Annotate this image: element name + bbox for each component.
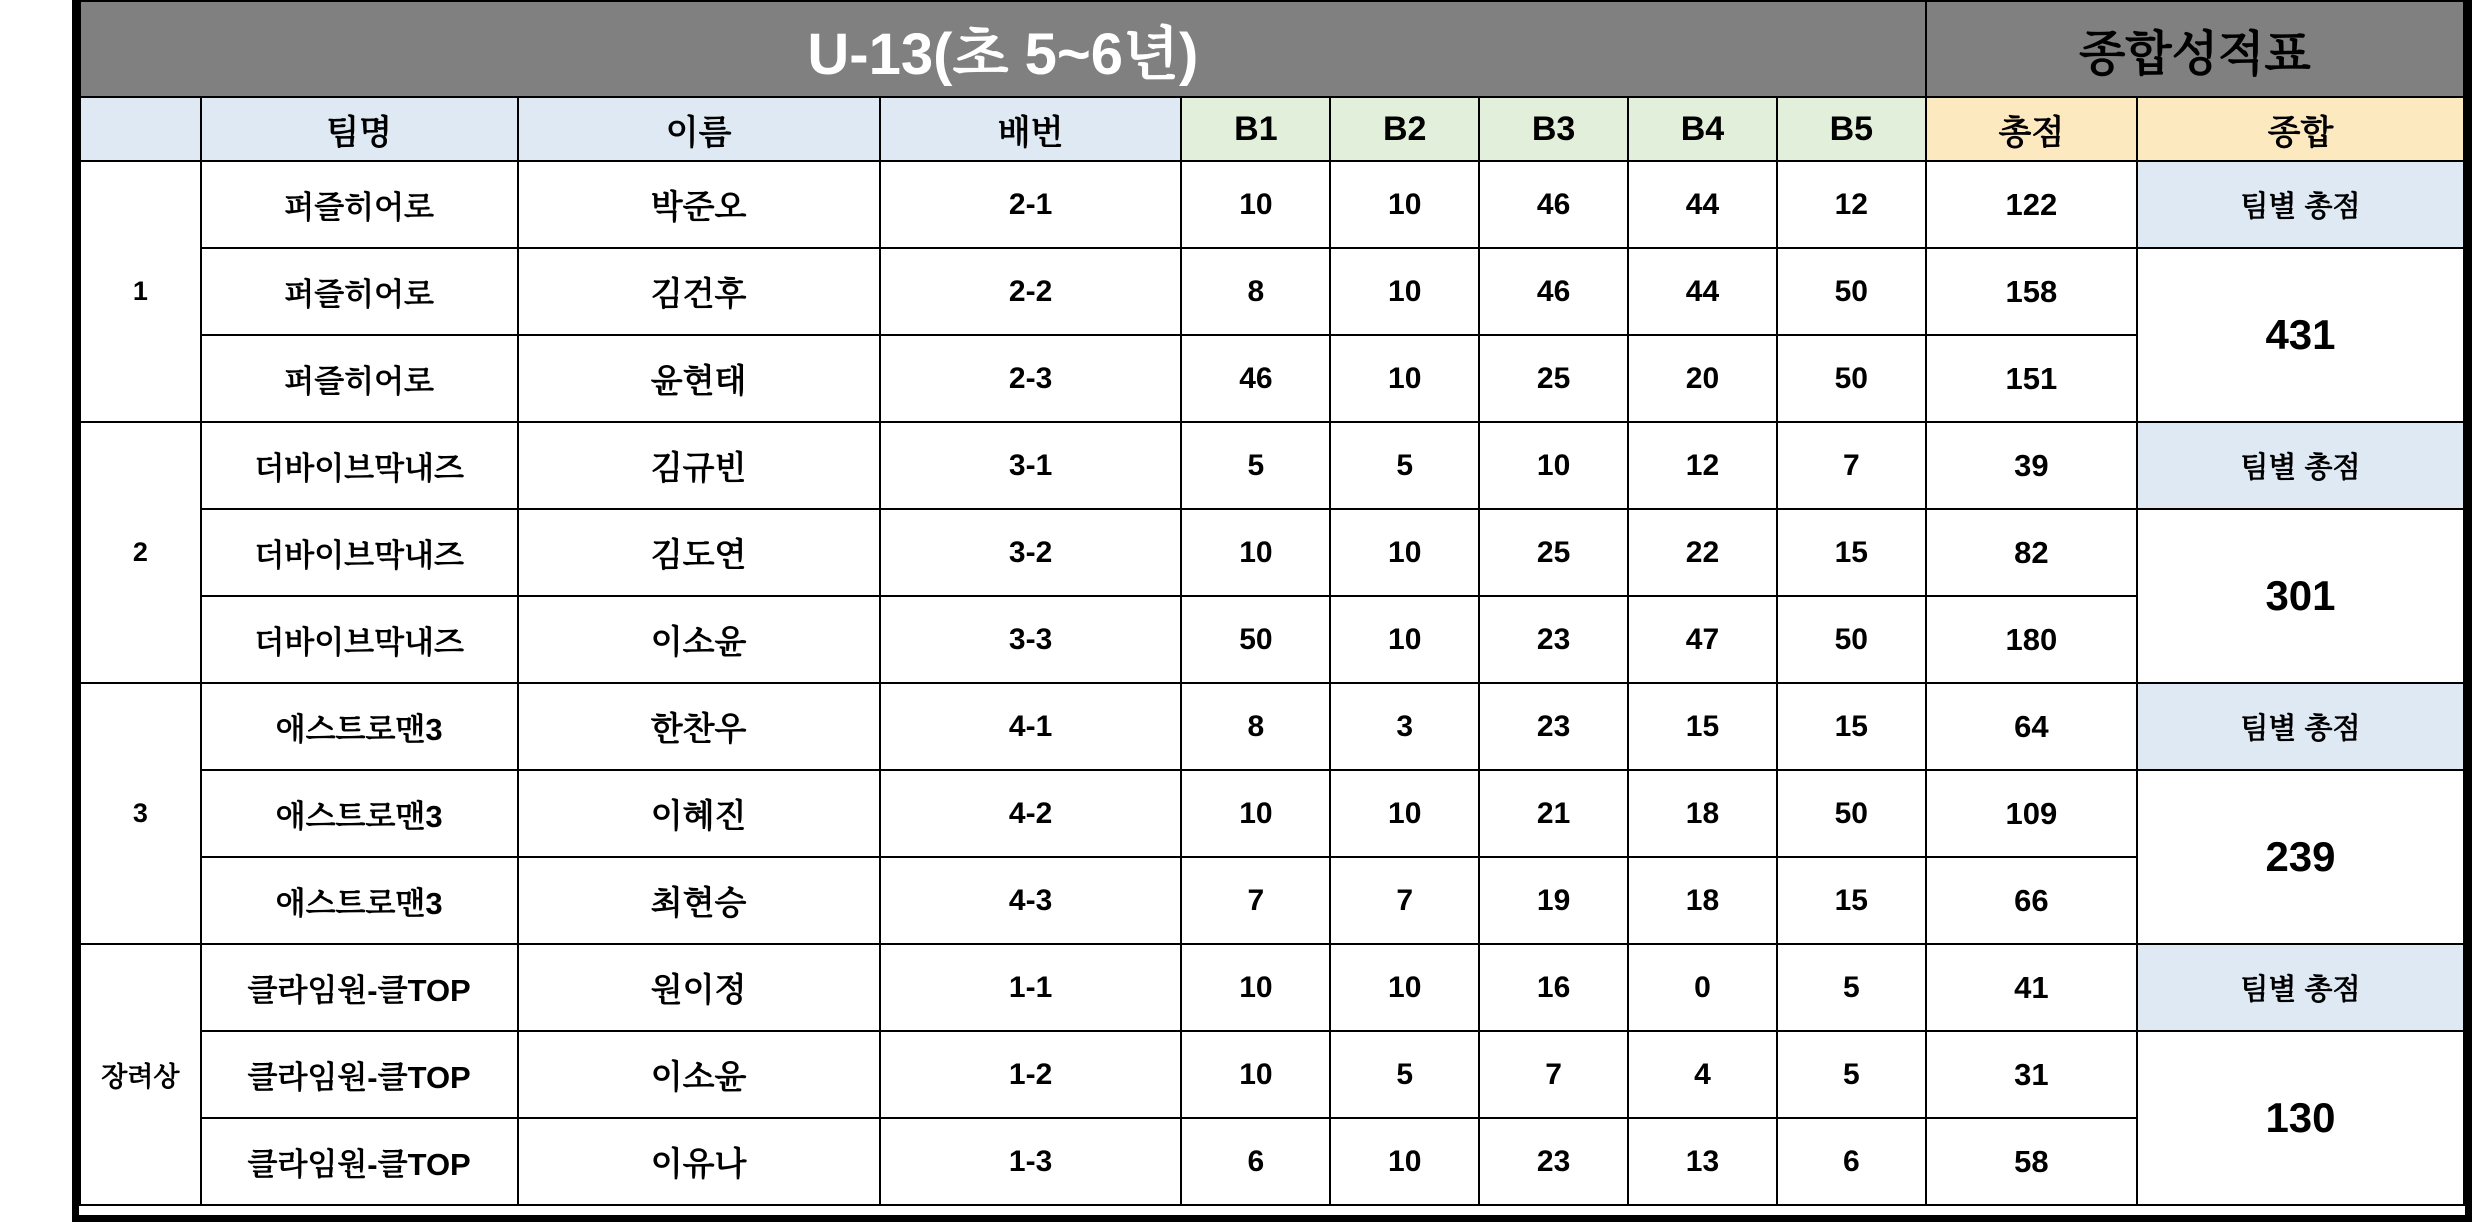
score-b4: 18 [1628,770,1777,857]
table-row [80,1031,2464,1118]
team-cell: 클라임원-클TOP [201,944,518,1031]
score-b4: 22 [1628,509,1777,596]
bib-cell: 4-1 [880,683,1182,770]
score-b1: 46 [1181,335,1330,422]
header-b3: B3 [1479,97,1628,161]
header-team: 팀명 [201,97,518,161]
name-cell: 김건후 [518,248,880,335]
score-b1: 10 [1181,161,1330,248]
team-cell: 더바이브막내즈 [201,422,518,509]
score-b3: 16 [1479,944,1628,1031]
name-cell: 윤현태 [518,335,880,422]
team-cell: 더바이브막내즈 [201,509,518,596]
name-cell: 이혜진 [518,770,880,857]
team-cell: 퍼즐히어로 [201,248,518,335]
score-b5: 50 [1777,596,1926,683]
header-b5: B5 [1777,97,1926,161]
bib-cell: 3-2 [880,509,1182,596]
total-cell: 64 [1926,683,2137,770]
score-b1: 50 [1181,596,1330,683]
score-b1: 5 [1181,422,1330,509]
score-b2: 10 [1330,770,1479,857]
name-cell: 김도연 [518,509,880,596]
table-row [80,248,2464,335]
table-row [80,509,2464,596]
header-rank [80,97,201,161]
team-sum-value: 301 [2137,509,2464,683]
page-title: U-13(초 5~6년) [807,22,1199,87]
score-b4: 13 [1628,1118,1777,1205]
bib-cell: 3-1 [880,422,1182,509]
score-b3: 46 [1479,161,1628,248]
team-cell: 애스트로맨3 [201,683,518,770]
bib-cell: 2-2 [880,248,1182,335]
team-cell: 애스트로맨3 [201,770,518,857]
total-cell: 41 [1926,944,2137,1031]
score-b3: 25 [1479,509,1628,596]
score-b4: 47 [1628,596,1777,683]
score-b1: 10 [1181,944,1330,1031]
name-cell: 이유나 [518,1118,880,1205]
team-sum-value: 239 [2137,770,2464,944]
name-cell: 최현승 [518,857,880,944]
score-b5: 6 [1777,1118,1926,1205]
score-b1: 10 [1181,509,1330,596]
table-row [80,161,2464,248]
header-row [80,97,2464,161]
header-b2: B2 [1330,97,1479,161]
bib-cell: 1-3 [880,1118,1182,1205]
score-b5: 12 [1777,161,1926,248]
score-b3: 23 [1479,683,1628,770]
score-b3: 21 [1479,770,1628,857]
team-cell: 퍼즐히어로 [201,161,518,248]
score-b3: 7 [1479,1031,1628,1118]
name-cell: 이소윤 [518,1031,880,1118]
rank-cell: 2 [80,422,201,683]
title-row [80,1,2464,97]
bib-cell: 2-1 [880,161,1182,248]
score-b2: 10 [1330,1118,1479,1205]
score-b5: 5 [1777,944,1926,1031]
score-b1: 10 [1181,770,1330,857]
team-sum-label: 팀별 총점 [2137,422,2464,509]
rank-cell: 3 [80,683,201,944]
table-row [80,596,2464,683]
score-b5: 50 [1777,770,1926,857]
score-b3: 10 [1479,422,1628,509]
score-b5: 50 [1777,335,1926,422]
team-sum-label: 팀별 총점 [2137,161,2464,248]
total-cell: 109 [1926,770,2137,857]
bib-cell: 4-2 [880,770,1182,857]
title-main-cell [80,1,1926,97]
total-cell: 39 [1926,422,2137,509]
header-overall: 종합 [2137,97,2464,161]
score-b5: 50 [1777,248,1926,335]
score-b2: 3 [1330,683,1479,770]
score-b4: 44 [1628,161,1777,248]
bib-cell: 3-3 [880,596,1182,683]
header-total: 총점 [1926,97,2137,161]
score-b5: 15 [1777,509,1926,596]
header-name: 이름 [518,97,880,161]
score-b4: 4 [1628,1031,1777,1118]
team-sum-label: 팀별 총점 [2137,683,2464,770]
score-b1: 8 [1181,683,1330,770]
table-row [80,857,2464,944]
header-b1: B1 [1181,97,1330,161]
score-b2: 10 [1330,596,1479,683]
score-b3: 23 [1479,596,1628,683]
score-b5: 15 [1777,857,1926,944]
total-cell: 58 [1926,1118,2137,1205]
team-cell: 클라임원-클TOP [201,1118,518,1205]
total-cell: 180 [1926,596,2137,683]
team-cell: 애스트로맨3 [201,857,518,944]
score-b4: 12 [1628,422,1777,509]
team-cell: 클라임원-클TOP [201,1031,518,1118]
score-b2: 10 [1330,509,1479,596]
score-b5: 5 [1777,1031,1926,1118]
total-cell: 158 [1926,248,2137,335]
team-sum-label: 팀별 총점 [2137,944,2464,1031]
name-cell: 이소윤 [518,596,880,683]
score-b3: 25 [1479,335,1628,422]
total-cell: 151 [1926,335,2137,422]
bib-cell: 4-3 [880,857,1182,944]
table-row [80,683,2464,770]
score-b3: 23 [1479,1118,1628,1205]
table-row [80,1118,2464,1205]
total-cell: 31 [1926,1031,2137,1118]
score-b2: 10 [1330,335,1479,422]
team-cell: 퍼즐히어로 [201,335,518,422]
rank-cell: 장려상 [80,944,201,1205]
total-cell: 66 [1926,857,2137,944]
score-b1: 7 [1181,857,1330,944]
title-right-cell: 종합성적표 [1926,1,2464,97]
score-b1: 6 [1181,1118,1330,1205]
name-cell: 박준오 [518,161,880,248]
score-b1: 10 [1181,1031,1330,1118]
score-b2: 10 [1330,248,1479,335]
bib-cell: 2-3 [880,335,1182,422]
team-sum-value: 431 [2137,248,2464,422]
score-b5: 7 [1777,422,1926,509]
table-row [80,770,2464,857]
score-b3: 46 [1479,248,1628,335]
score-b5: 15 [1777,683,1926,770]
name-cell: 한찬우 [518,683,880,770]
total-cell: 122 [1926,161,2137,248]
bib-cell: 1-1 [880,944,1182,1031]
team-sum-value: 130 [2137,1031,2464,1205]
score-b4: 44 [1628,248,1777,335]
name-cell: 김규빈 [518,422,880,509]
score-b4: 18 [1628,857,1777,944]
score-b2: 5 [1330,422,1479,509]
header-bib: 배번 [880,97,1182,161]
table-row [80,422,2464,509]
total-cell: 82 [1926,509,2137,596]
score-b2: 5 [1330,1031,1479,1118]
score-table [79,0,2465,1206]
score-b2: 10 [1330,944,1479,1031]
bib-cell: 1-2 [880,1031,1182,1118]
table-row [80,944,2464,1031]
score-b4: 15 [1628,683,1777,770]
team-cell: 더바이브막내즈 [201,596,518,683]
score-b4: 0 [1628,944,1777,1031]
table-row [80,335,2464,422]
rank-cell: 1 [80,161,201,422]
score-b1: 8 [1181,248,1330,335]
score-b4: 20 [1628,335,1777,422]
score-b3: 19 [1479,857,1628,944]
header-b4: B4 [1628,97,1777,161]
name-cell: 원이정 [518,944,880,1031]
score-b2: 10 [1330,161,1479,248]
score-b2: 7 [1330,857,1479,944]
